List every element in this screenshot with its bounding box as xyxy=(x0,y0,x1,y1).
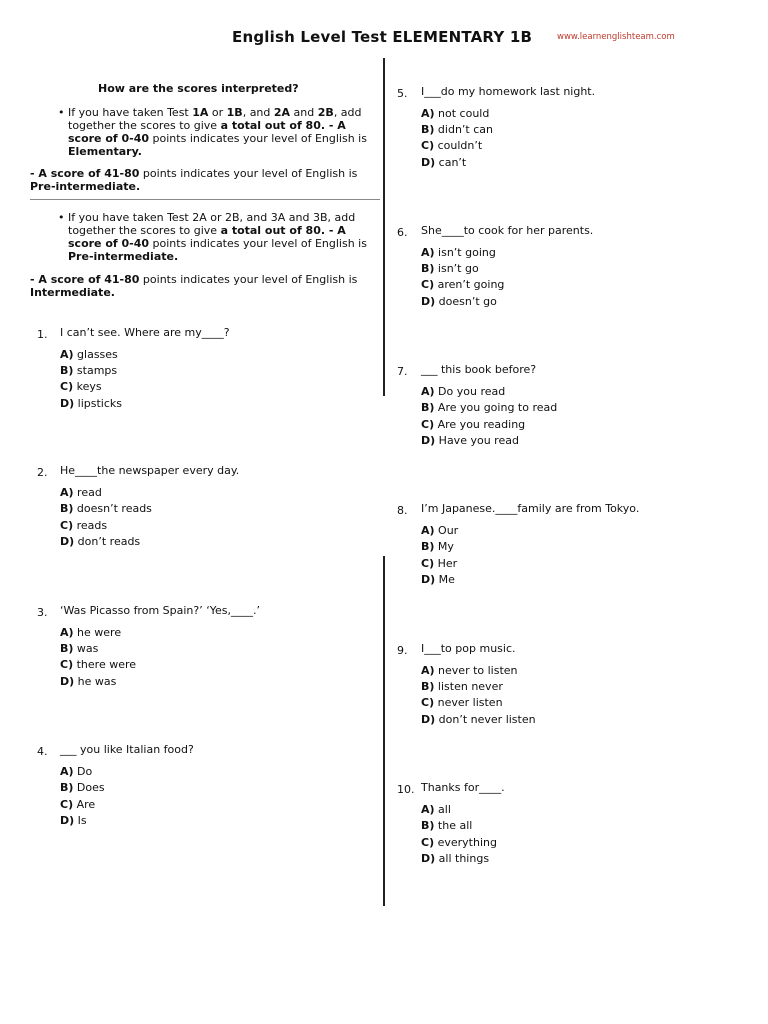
option-c[interactable]: C) keys xyxy=(60,380,102,393)
option-d[interactable]: D) lipsticks xyxy=(60,397,123,410)
question-text: Thanks for____. xyxy=(421,781,505,794)
score-note-1: - A score of 41-80 points indicates your level of English is Pre-intermediate. xyxy=(30,167,358,193)
option-d[interactable]: D) Me xyxy=(421,573,455,586)
question-number: 5. xyxy=(397,87,408,100)
question-text: She____to cook for her parents. xyxy=(421,224,594,237)
option-b[interactable]: B) stamps xyxy=(60,364,118,377)
score-note-2: - A score of 41-80 points indicates your level of English is Intermediate. xyxy=(30,273,358,299)
column-divider-bottom xyxy=(383,556,385,906)
option-c[interactable]: C) Are xyxy=(60,798,96,811)
option-d[interactable]: D) can’t xyxy=(421,156,467,169)
option-a[interactable]: A) glasses xyxy=(60,348,118,361)
option-c[interactable]: C) Are you reading xyxy=(421,418,526,431)
option-d[interactable]: D) all things xyxy=(421,852,490,865)
option-c[interactable]: C) aren’t going xyxy=(421,278,505,291)
question-text: I___do my homework last night. xyxy=(421,85,596,98)
option-b[interactable]: B) listen never xyxy=(421,680,503,693)
option-a[interactable]: A) he were xyxy=(60,626,122,639)
bullet-2: • xyxy=(58,211,65,224)
question-number: 7. xyxy=(397,365,408,378)
option-c[interactable]: C) reads xyxy=(60,519,108,532)
question-number: 3. xyxy=(37,606,48,619)
option-b[interactable]: B) doesn’t reads xyxy=(60,502,152,515)
option-d[interactable]: D) Is xyxy=(60,814,87,827)
option-a[interactable]: A) Do xyxy=(60,765,93,778)
question-text: ‘Was Picasso from Spain?’ ‘Yes,____.’ xyxy=(60,604,260,617)
column-divider-top xyxy=(383,58,385,396)
question-text: I’m Japanese.____family are from Tokyo. xyxy=(421,502,640,515)
score-info-block-1: If you have taken Test 1A or 1B, and 2A and 2B, add together the scores to give a total out of 80. - A score of 0-40 points indicates your level of English is Elementary. xyxy=(68,106,367,158)
option-a[interactable]: A) Do you read xyxy=(421,385,506,398)
bullet-1: • xyxy=(58,106,65,119)
section-divider xyxy=(30,199,380,200)
option-d[interactable]: D) don’t never listen xyxy=(421,713,536,726)
question-number: 9. xyxy=(397,644,408,657)
question-text: I___to pop music. xyxy=(421,642,516,655)
option-b[interactable]: B) was xyxy=(60,642,99,655)
option-d[interactable]: D) don’t reads xyxy=(60,535,141,548)
option-d[interactable]: D) Have you read xyxy=(421,434,519,447)
option-b[interactable]: B) isn’t go xyxy=(421,262,479,275)
option-a[interactable]: A) all xyxy=(421,803,451,816)
question-number: 2. xyxy=(37,466,48,479)
option-b[interactable]: B) My xyxy=(421,540,454,553)
option-b[interactable]: B) didn’t can xyxy=(421,123,493,136)
option-c[interactable]: C) never listen xyxy=(421,696,503,709)
option-b[interactable]: B) the all xyxy=(421,819,473,832)
score-info-block-2: If you have taken Test 2A or 2B, and 3A and 3B, add together the scores to give a total out of 80. - A score of 0-40 points indicates your level of English is Pre-intermediate. xyxy=(68,211,367,263)
option-a[interactable]: A) never to listen xyxy=(421,664,518,677)
option-c[interactable]: C) everything xyxy=(421,836,497,849)
question-number: 6. xyxy=(397,226,408,239)
website-link[interactable]: www.learnenglishteam.com xyxy=(557,32,675,42)
question-number: 10. xyxy=(397,783,415,796)
question-text: He____the newspaper every day. xyxy=(60,464,240,477)
option-b[interactable]: B) Does xyxy=(60,781,105,794)
option-c[interactable]: C) couldn’t xyxy=(421,139,483,152)
option-b[interactable]: B) Are you going to read xyxy=(421,401,558,414)
option-a[interactable]: A) read xyxy=(60,486,102,499)
option-c[interactable]: C) there were xyxy=(60,658,137,671)
question-number: 1. xyxy=(37,328,48,341)
question-number: 4. xyxy=(37,745,48,758)
question-text: I can’t see. Where are my____? xyxy=(60,326,230,339)
question-text: ___ this book before? xyxy=(421,363,537,376)
option-a[interactable]: A) not could xyxy=(421,107,490,120)
question-number: 8. xyxy=(397,504,408,517)
option-a[interactable]: A) Our xyxy=(421,524,459,537)
option-d[interactable]: D) doesn’t go xyxy=(421,295,497,308)
option-a[interactable]: A) isn’t going xyxy=(421,246,496,259)
option-c[interactable]: C) Her xyxy=(421,557,458,570)
page-title: English Level Test ELEMENTARY 1B xyxy=(232,28,533,46)
scores-heading: How are the scores interpreted? xyxy=(98,82,299,95)
question-text: ___ you like Italian food? xyxy=(60,743,194,756)
option-d[interactable]: D) he was xyxy=(60,675,117,688)
